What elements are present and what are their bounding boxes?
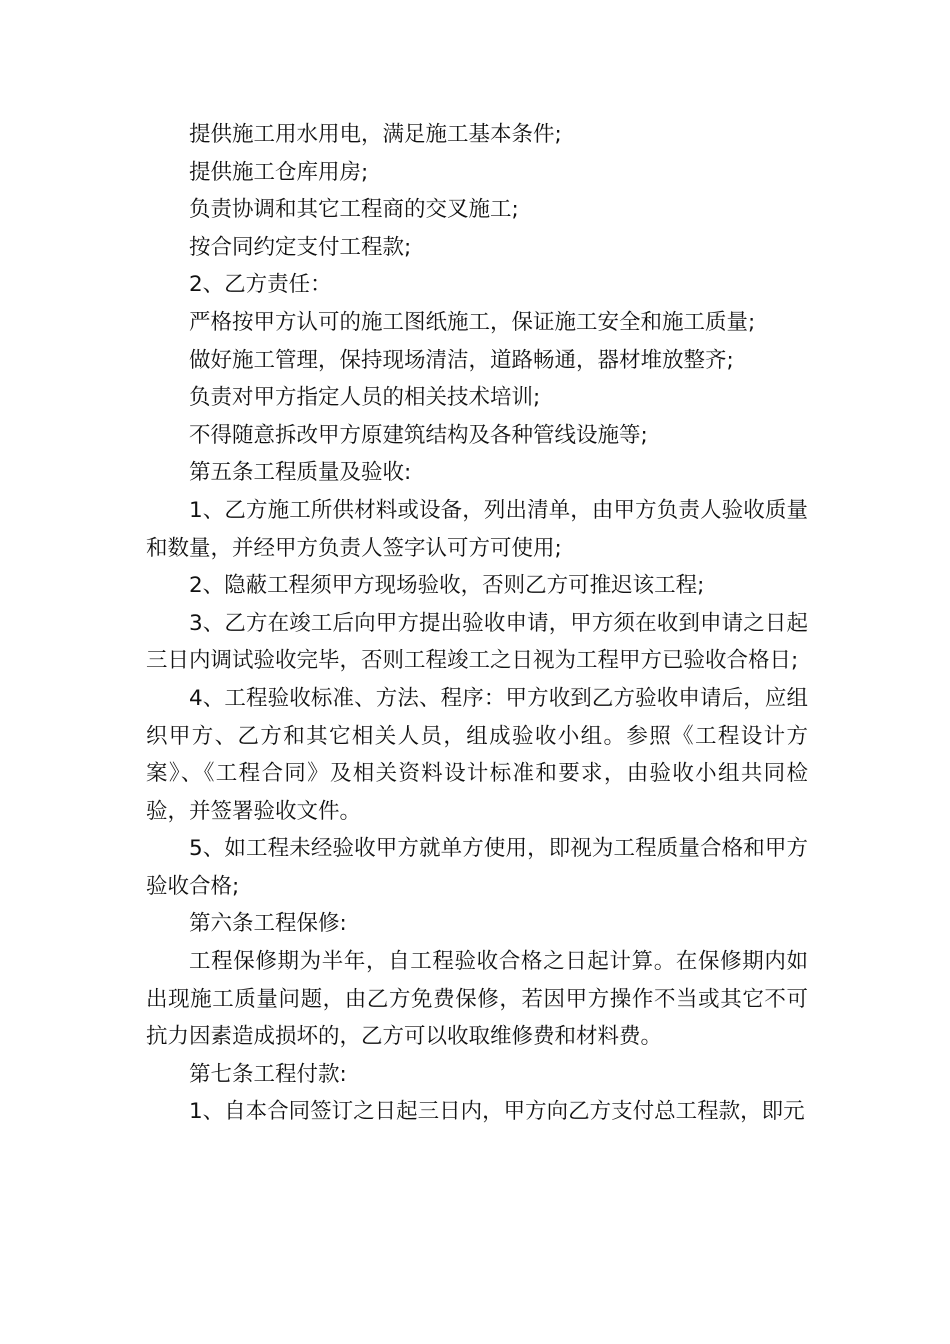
- paragraph: 2、隐蔽工程须甲方现场验收，否则乙方可推迟该工程;: [189, 573, 705, 599]
- document-body: [146, 116, 808, 1131]
- article-heading: 第七条工程付款:: [189, 1061, 347, 1087]
- clause-line: 负责协调和其它工程商的交叉施工;: [189, 197, 519, 223]
- clause-line: 负责对甲方指定人员的相关技术培训;: [189, 385, 541, 411]
- paragraph: 1、自本合同签订之日起三日内，甲方向乙方支付总工程款，即元: [189, 1099, 805, 1125]
- paragraph: 4、工程验收标准、方法、程序：甲方收到乙方验收申请后，应组织甲方、乙方和其它相关人员，组成验收小组。参照《工程设计方案》、《工程合同》及相关资料设计标准和要求，由验收小组共同检验，并签署验收文件。: [146, 685, 808, 824]
- clause-line: 不得随意拆改甲方原建筑结构及各种管线设施等;: [189, 422, 648, 448]
- clause-line: 按合同约定支付工程款;: [189, 234, 412, 260]
- article-heading: 第五条工程质量及验收:: [189, 460, 412, 486]
- section-heading: 2、乙方责任：: [189, 272, 332, 298]
- clause-line: 提供施工用水用电，满足施工基本条件;: [189, 122, 562, 147]
- clause-line: 提供施工仓库用房;: [189, 159, 369, 185]
- clause-line: 做好施工管理，保持现场清洁，道路畅通，器材堆放整齐;: [189, 347, 734, 373]
- clause-line: 严格按甲方认可的施工图纸施工，保证施工安全和施工质量;: [189, 309, 756, 335]
- paragraph: 5、如工程未经验收甲方就单方使用，即视为工程质量合格和甲方验收合格;: [146, 836, 808, 899]
- paragraph: 3、乙方在竣工后向甲方提出验收申请，甲方须在收到申请之日起三日内调试验收完毕，否则工程竣工之日视为工程甲方已验收合格日;: [146, 610, 808, 674]
- paragraph: 1、乙方施工所供材料或设备，列出清单，由甲方负责人验收质量和数量，并经甲方负责人签字认可方可使用;: [146, 497, 808, 561]
- article-heading: 第六条工程保修:: [189, 911, 347, 937]
- paragraph: 工程保修期为半年，自工程验收合格之日起计算。在保修期内如出现施工质量问题，由乙方免费保修，若因甲方操作不当或其它不可抗力因素造成损坏的，乙方可以收取维修费和材料费。: [146, 949, 808, 1050]
